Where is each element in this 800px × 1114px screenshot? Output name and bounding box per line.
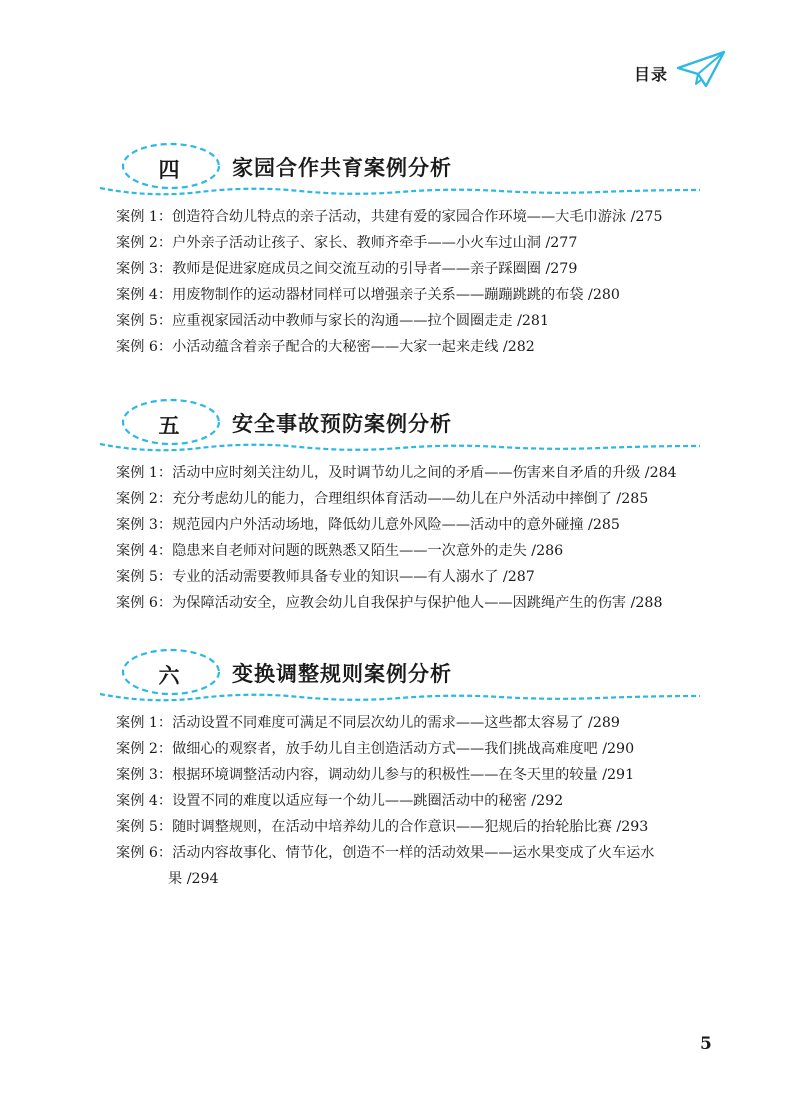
- list-item[interactable]: 案例 1：创造符合幼儿特点的亲子活动，共建有爱的家园合作环境——大毛巾游泳 /275: [116, 209, 663, 225]
- list-item[interactable]: 案例 3：根据环境调整活动内容，调动幼儿参与的积极性——在冬天里的较量 /291: [116, 767, 635, 783]
- list-item[interactable]: 案例 3：教师是促进家庭成员之间交流互动的引导者——亲子踩圈圈 /279: [116, 261, 578, 277]
- section-header: [0, 396, 800, 466]
- section-title: 安全事故预防案例分析: [232, 412, 452, 436]
- list-item[interactable]: 案例 2：做细心的观察者，放手幼儿自主创造活动方式——我们挑战高难度吧 /290: [116, 741, 635, 757]
- case-list: [116, 710, 716, 892]
- wavy-divider: [0, 182, 800, 202]
- list-item[interactable]: 案例 1：活动中应时刻关注幼儿，及时调节幼儿之间的矛盾——伤害来自矛盾的升级 /284: [116, 465, 677, 481]
- section-title: 变换调整规则案例分析: [232, 662, 452, 686]
- toc-title: 目录: [634, 65, 669, 84]
- section-number: 六: [158, 664, 180, 688]
- list-item[interactable]: 案例 6：活动内容故事化、情节化，创造不一样的活动效果——运水果变成了火车运水: [116, 845, 655, 861]
- section-header: [0, 140, 800, 210]
- section-header: [0, 646, 800, 716]
- wavy-divider: [0, 688, 800, 708]
- list-item[interactable]: 案例 6：为保障活动安全，应教会幼儿自我保护与保护他人——因跳绳产生的伤害 /288: [116, 595, 663, 611]
- list-item[interactable]: 案例 2：充分考虑幼儿的能力，合理组织体育活动——幼儿在户外活动中摔倒了 /285: [116, 491, 649, 507]
- list-item[interactable]: 案例 4：用废物制作的运动器材同样可以增强亲子关系——蹦蹦跳跳的布袋 /280: [116, 287, 620, 303]
- section-4: [0, 140, 800, 355]
- list-item[interactable]: 案例 5：应重视家园活动中教师与家长的沟通——拉个圆圈走走 /281: [116, 313, 549, 329]
- list-item[interactable]: 案例 6：小活动蕴含着亲子配合的大秘密——大家一起来走线 /282: [116, 339, 535, 355]
- page-number: 5: [700, 1034, 712, 1054]
- list-item[interactable]: 案例 1：活动设置不同难度可满足不同层次幼儿的需求——这些都太容易了 /289: [116, 715, 620, 731]
- list-item-continuation[interactable]: 果 /294: [168, 871, 219, 887]
- section-5: [0, 396, 800, 611]
- section-title: 家园合作共育案例分析: [232, 156, 452, 180]
- wavy-divider: [0, 438, 800, 458]
- case-list: [116, 460, 716, 616]
- paper-plane-icon: [676, 48, 726, 90]
- section-number: 四: [158, 158, 180, 182]
- list-item[interactable]: 案例 2：户外亲子活动让孩子、家长、教师齐牵手——小火车过山洞 /277: [116, 235, 578, 251]
- list-item[interactable]: 案例 3：规范园内户外活动场地，降低幼儿意外风险——活动中的意外碰撞 /285: [116, 517, 620, 533]
- section-number: 五: [158, 414, 180, 438]
- list-item[interactable]: 案例 4：设置不同的难度以适应每一个幼儿——跳圈活动中的秘密 /292: [116, 793, 564, 809]
- list-item[interactable]: 案例 5：专业的活动需要教师具备专业的知识——有人溺水了 /287: [116, 569, 535, 585]
- section-6: [0, 646, 800, 887]
- list-item[interactable]: 案例 4：隐患来自老师对问题的既熟悉又陌生——一次意外的走失 /286: [116, 543, 564, 559]
- case-list: [116, 204, 716, 360]
- list-item[interactable]: 案例 5：随时调整规则，在活动中培养幼儿的合作意识——犯规后的抬轮胎比赛 /293: [116, 819, 649, 835]
